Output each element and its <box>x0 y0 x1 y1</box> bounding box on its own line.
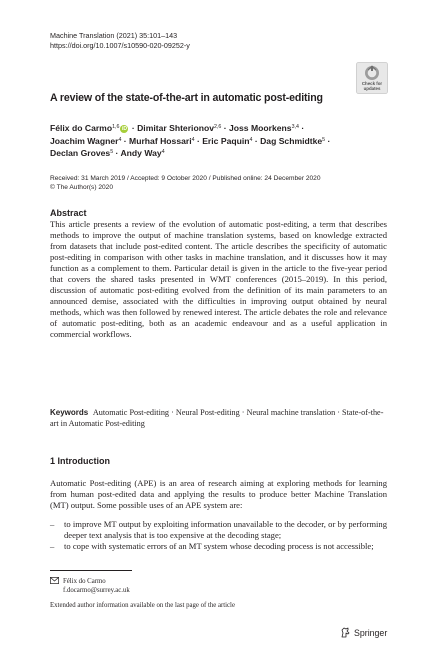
author-affiliation: 4 <box>118 136 122 143</box>
author-affiliation: 5 <box>110 149 114 156</box>
list-item-text: to cope with systematic errors of an MT system whose decoding process is not accessible; <box>64 541 374 551</box>
corresponding-author <box>50 577 106 586</box>
keywords-label: Keywords <box>50 408 89 417</box>
copyright-line: © The Author(s) 2020 <box>50 184 114 192</box>
list-dash: – <box>50 541 55 551</box>
author-name[interactable]: Dag Schmidtke <box>260 135 323 146</box>
badge-label: Check for updates <box>361 81 383 91</box>
article-title: A review of the state-of-the-art in automatic post-editing <box>50 92 323 104</box>
publication-history <box>50 174 321 192</box>
author-affiliation: 1,6 <box>112 124 120 130</box>
author-affiliation: 4 <box>191 136 195 143</box>
list-item <box>50 541 387 552</box>
orcid-icon[interactable]: iD <box>121 125 127 132</box>
envelope-icon <box>50 577 59 584</box>
keywords-text: Automatic Post-editing · Neural Post-editing · Neural machine translation · State-of-the-art in Automatic Post-editing <box>50 408 384 428</box>
publisher-name: Springer <box>354 628 388 638</box>
introduction-paragraph: Automatic Post-editing (APE) is an area of research aiming at exploring methods for learning from human post-edited data and applying the results to produce better Machine Translation (MT) output. Some possible uses of an APE system are: <box>50 478 387 511</box>
abstract-text: This article presents a review of the evolution of automatic post-editing, a term that describes methods to improve the output of machine translation systems, based on knowledge extracted from datasets that include post-edited content. The article describes the specificity of automatic post-editing in comparison with other tasks in machine translation, and it discusses how it may function as a complement to them. Particular detail is given in the article to the five-year period that covers the shared tasks presented in WMT conferences (2015–2019). In this period, discussion of automatic post-editing evolved from the definition of its main parameters to an announced demise, associated with the difficulties in improving output obtained by neural methods, which was then followed by renewed interest. The article debates the role and relevance of automatic post-editing, both as an academic endeavour and as a useful application in commercial workflows. <box>50 219 387 340</box>
dates-line: Received: 31 March 2019 / Accepted: 9 October 2020 / Published online: 24 December 2020 <box>50 175 321 182</box>
footnote-rule <box>50 570 132 571</box>
keywords-block <box>50 407 387 429</box>
author-name[interactable]: Andy Way <box>120 148 162 159</box>
corresponding-author-name: Félix do Carmo <box>63 578 106 585</box>
extended-author-info: Extended author information available on the last page of the article <box>50 602 235 609</box>
author-name[interactable]: Joss Moorkens <box>229 123 292 133</box>
author-affiliation: 4 <box>161 149 165 156</box>
list-item <box>50 519 387 541</box>
author-list: Félix do Carmo$^{1,6}$ iD · Dimitar Shterionov$^{2,6}$ · Joss Moorkens$^{3,4}$ · Joachim Wagner$^4$ · Murhaf Hossari$^4$ · Eric Paquin$^4$ · Dag Schmidtke$^5$ · Declan Groves$^5$ · Andy Way$^4$ <box>50 123 331 159</box>
list-item-text: to improve MT output by exploiting information unavailable to the decoder, or by performing deeper text analysis that is too expensive at the decoding stage; <box>64 519 387 541</box>
author-name[interactable]: Murhaf Hossari <box>129 135 192 146</box>
author-name[interactable]: Eric Paquin <box>202 135 250 146</box>
journal-citation: Machine Translation (2021) 35:101–143 <box>50 31 178 40</box>
author-name[interactable]: Declan Groves <box>50 148 111 159</box>
springer-horse-logo-icon <box>340 627 351 638</box>
list-dash: – <box>50 519 55 529</box>
corresponding-author-email[interactable]: f.docarmo@surrey.ac.uk <box>63 587 130 594</box>
author-affiliation: 2,6 <box>213 124 222 130</box>
author-name[interactable]: Joachim Wagner <box>50 135 119 146</box>
publisher-logo <box>340 627 387 638</box>
author-affiliation: 5 <box>322 136 326 143</box>
author-affiliation: 4 <box>249 136 253 143</box>
doi-link[interactable]: https://doi.org/10.1007/s10590-020-09252-y <box>50 41 190 50</box>
author-affiliation: 3,4 <box>291 124 299 130</box>
section-heading-introduction: 1 Introduction <box>50 456 110 466</box>
abstract-heading: Abstract <box>50 208 87 218</box>
author-name[interactable]: Dimitar Shterionov <box>137 123 214 133</box>
check-for-updates-badge[interactable] <box>356 62 388 94</box>
author-name[interactable]: Félix do Carmo <box>50 123 113 133</box>
